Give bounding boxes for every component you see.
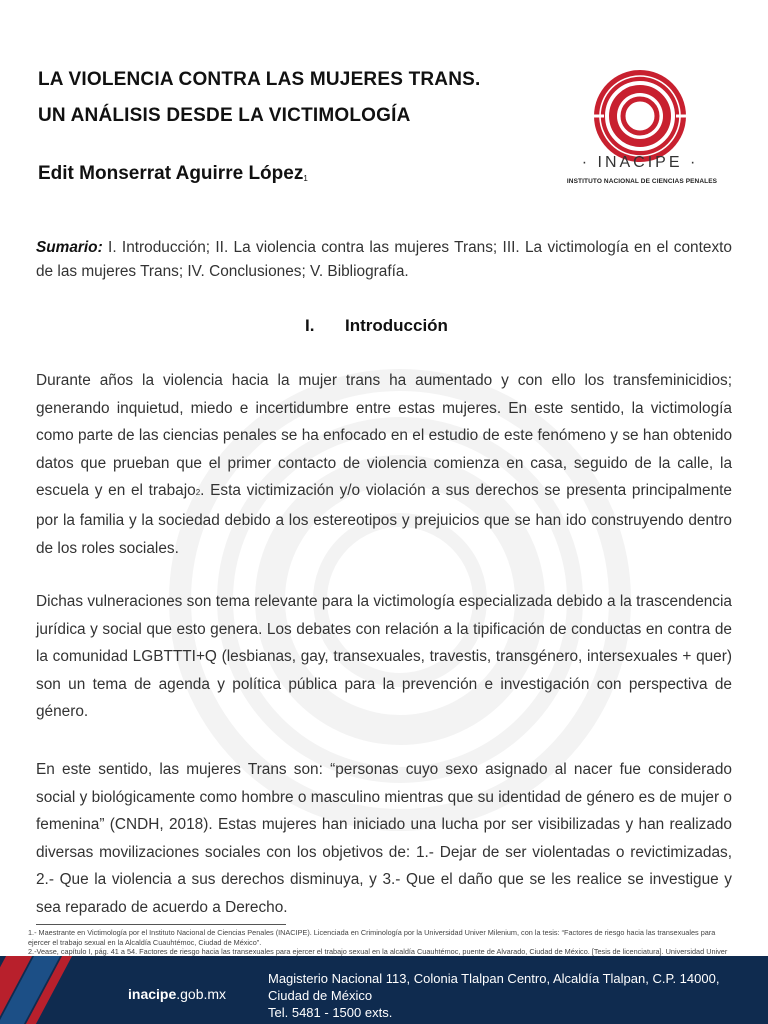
footer-website-link[interactable] [128, 986, 226, 1002]
logo-subtitle: INSTITUTO NACIONAL DE CIENCIAS PENALES [566, 178, 718, 185]
logo-wordmark: · INACIPE · [581, 154, 699, 171]
footer-site-rest: .gob.mx [176, 986, 227, 1002]
page-footer [0, 956, 768, 1024]
title-line-2: UN ANÁLISIS DESDE LA VICTIMOLOGÍA [38, 105, 411, 126]
footer-address-line: Magisterio Nacional 113, Colonia Tlalpan Centro, Alcaldía Tlalpan, C.P. 14000, Ciudad de México [268, 971, 720, 1003]
author-text: Edit Monserrat Aguirre López [38, 163, 304, 184]
footnote-2: 2.-Vease, capítulo I, pág. 41 a 54. Factores de riesgo hacia las transexuales para ejercer el trabajo sexual en la alcaldía Cuauhtémoc, puente de Alvarado, Ciudad de México. [Tesis de licenciatura]. Universidad Univer [28, 947, 728, 957]
footnote-marker-2: 2 [195, 488, 201, 498]
author-name [38, 163, 308, 185]
footnote-1: 1.- Maestrante en Victimología por el Instituto Nacional de Ciencias Penales (INACIPE). Licenciada en Criminología por la Universidad Univer Milenium, con la tesis: “Factores de riesgo hacia las transexuales para ejercer el trabajo sexual en la Alcaldía Cuauhtémoc, Ciudad de México”. [28, 928, 716, 947]
paragraph-3: En este sentido, las mujeres Trans son: “personas cuyo sexo asignado al nacer fue considerado social y biológicamente como hombre o masculino mientras que su identidad de género es de mujer o femenina” (CNDH, 2018). Estas mujeres han iniciado una lucha por ser visibilizadas y han realizado diversas movilizaciones sociales con los objetivos de: 1.- Dejar de ser violentadas o revictimizadas, 2.- Que la violencia a sus derechos disminuya, y 3.- Que el daño que se les realice se investigue y sea reparado de acuerdo a Derecho. [36, 761, 732, 916]
summary-text: I. Introducción; II. La violencia contra las mujeres Trans; III. La victimología en el contexto de las mujeres Trans; IV. Conclusiones; V. Bibliografía. [36, 239, 732, 280]
paragraph-1-text-b: . Esta victimización y/o violación a sus derechos se presenta principalmente por la familia y la sociedad debido a los estereotipos y prejuicios que se han ido construyendo dentro de los roles sociales. [36, 482, 732, 557]
section-title: Introducción [345, 316, 448, 335]
footer-phone: Tel. 5481 - 1500 exts. [268, 1005, 393, 1020]
section-number: I. [305, 316, 315, 335]
document-title [38, 62, 558, 134]
paragraph-1 [36, 367, 732, 562]
footer-address [268, 970, 764, 1021]
footnote-divider [36, 924, 286, 925]
footer-site-bold: inacipe [128, 986, 177, 1002]
paragraph-2: Dichas vulneraciones son tema relevante para la victimología especializada debido a la trascendencia jurídica y social que esto genera. Los debates con relación a la tipificación de conductas en contra de la comunidad LGBTTTI+Q (lesbianas, gay, transexuales, travestis, transgénero, intersexuales + quer) son un tema de agenda y política pública para la prevención e investigación con perspectiva de género. [36, 593, 732, 721]
summary [36, 236, 732, 283]
title-line-1: LA VIOLENCIA CONTRA LAS MUJERES TRANS. [38, 69, 481, 90]
section-heading [305, 316, 448, 336]
author-footnote-marker: 1 [303, 174, 308, 183]
paragraph-1-text-a: Durante años la violencia hacia la mujer trans ha aumentado y con ello los transfeminicidios; generando inquietud, miedo e incertidumbre entre estas mujeres. En este sentido, la victimología como parte de las ciencias penales se ha enfocado en el estudio de este fenómeno y se han obtenido datos que prueban que el primer contacto de violencia comienza en casa, seguido de la calle, la escuela y en el trabajo [36, 372, 732, 500]
summary-label: Sumario: [36, 239, 103, 256]
inacipe-logo-icon [590, 66, 690, 166]
